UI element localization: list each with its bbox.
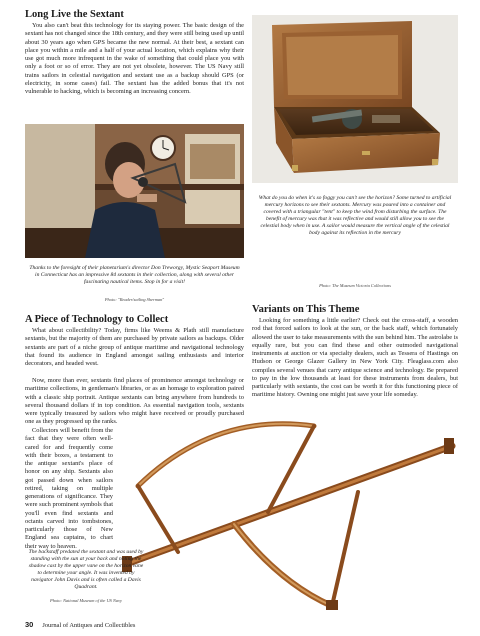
page-footer [25, 620, 135, 629]
article-paragraph: You also can't beat this technology for its staying power. The basic design of the sextant has not changed since the 18th century, and they were still being used up until about 30 years ago when GPS became the new normal. At their best, a sextant can place you within a mile and a half of your actual location, which explains why their use got much more infrequent in the wake of something that could place you with only a foot or so of error. They are not yet obsolete, however. The US Navy still trains sailors in celestial navigation and sextant use as a backup should GPS (or electricity, in some cases) fail. The sextant has the added bonus that it's not vulnerable to hacking, which is becoming an increasing concern. [25, 22, 244, 95]
publication-name: Journal of Antiques and Collectibles [42, 622, 136, 629]
backstaff-caption: The backstaff predated the sextant and was used by standing with the sun at your back and noting the shadow cast by the upper vane on the horizon vane to determine your angle. It was invented by navigator John Davis and is often called a Davis Quadrant. [28, 549, 144, 591]
article-title: Long Live the Sextant [25, 9, 124, 20]
visitor-photo-caption: Thanks to the foresight of their planetarium's director Don Treworgy, Mystic Seaport Museum in Connecticut has an impressive 84 sextants in their collection, along with several other fascinating nautical items. Stop in for a visit! [29, 265, 240, 286]
sextant-box-photo [252, 15, 458, 183]
box-photo-caption: What do you do when it's so foggy you can't see the horizon? Some turned to artificial mercury horizons to see their sextants. Mercury was poured into a container and covered with a triangular "tent" to keep the wind from disturbing the surface. The benefit of mercury was that it was reflective and would still allow you to see the celestial body when in use. A sailor would measure the vertical angle of the celestial body against its reflection in the mercury [258, 195, 452, 237]
section-title-variants: Variants on This Theme [252, 304, 360, 315]
museum-visitor-photo [25, 124, 244, 258]
box-photo-credit: Photo: The Museum Victoria Collections [319, 283, 391, 288]
backstaff-photo [118, 406, 462, 618]
collect-paragraph-2: Now, more than ever, sextants find places of prominence amongst technology or maritime collections, in gentleman's libraries, or as an homage to exploration paired with a classic ship portrait. Antique sextants can bring anywhere from hundreds to several thousand dollars if in top condition. As essential navigation tools, sextants were typically treasured by sailors who might have received or proudly purchased one as they progressed up the ranks. [25, 377, 244, 426]
page-number: 30 [25, 620, 34, 629]
variants-paragraph: Looking for something a little earlier? Check out the cross-staff, a wooden rod that forced sailors to look at the sun, or the back staff, which fortunately allowed the user to take measurements with the sun behind him. The astrolabe is equally rare, but you can find these and other outmoded navigational instruments at auction or via specialty dealers, such as Tessera of Hastings on Hudson or George Glazer Gallery in New York City. Fleaglass.com also compiles several venues that carry antique science and technology. Be prepared to pay in the low thousands at least for these instruments from dealers, but particularly with sextants, the cost can be worth it for this functioning piece of maritime history. Owning one might just save your life someday. [252, 317, 458, 399]
collect-paragraph-1: What about collectibility? Today, firms like Weems & Plath still manufacture sextants, but the majority of them are purchased by private sailors as backups. Older sextants are part of a niche group of antique maritime and navigational technology that found its audience in England amongst sailing enthusiasts and interior decorators, and headed west. [25, 327, 244, 367]
collect-paragraph-3: Collectors will benefit from the fact that they were often well-cared for and frequently come with their boxes, a testament to the antique sextant's place of honor on any ship. Sextants also got passed down when sailors retired, taking on multiple generations of significance. They were such prominent symbols that you'll even find sextants and octants carved into tombstones, particularly those of New England sea captains, to chart their way to heaven. [25, 427, 113, 550]
visitor-photo-credit: Photo: "Reader/sailing Sherman" [104, 297, 165, 302]
backstaff-credit: Photo: National Museum of the US Navy [50, 598, 122, 603]
section-title-collect: A Piece of Technology to Collect [25, 314, 169, 325]
